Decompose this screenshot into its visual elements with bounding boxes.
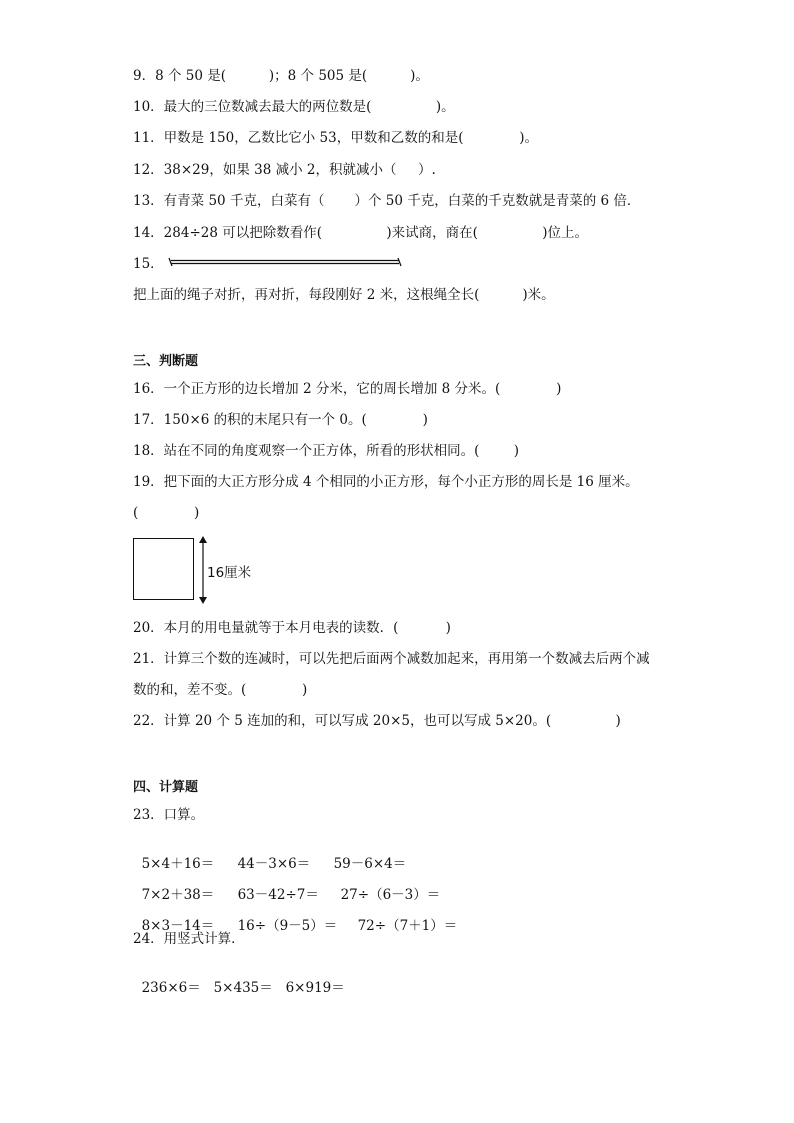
question-23: 23．口算。 xyxy=(133,807,205,823)
calc-row-3 xyxy=(133,899,458,934)
calc-item: 6×919＝ xyxy=(285,980,345,996)
calc-item: 63－42÷7＝ xyxy=(237,887,319,903)
question-14: 14．284÷28 可以把除数看作( )来试商，商在( )位上。 xyxy=(133,225,589,241)
calc-item: 44－3×6＝ xyxy=(237,856,311,872)
question-13: 13．有青菜 50 千克，白菜有（ ）个 50 千克，白菜的千克数就是青菜的 6 倍． xyxy=(133,193,641,209)
calc-item: 16÷（9－5）＝ xyxy=(237,918,338,934)
question-12: 12．38×29，如果 38 减小 2，积就减小（ ）. xyxy=(133,162,436,178)
question-9: 9．8 个 50 是( )；8 个 505 是( )。 xyxy=(133,68,429,84)
calc-item: 8×3－14＝ xyxy=(141,918,215,934)
question-15-text: 把上面的绳子对折，再对折，每段刚好 2 米，这根绳全长( )米。 xyxy=(133,287,555,303)
calc-row-4 xyxy=(133,961,345,996)
question-17: 17．150×6 的积的末尾只有一个 0。( ) xyxy=(133,412,428,428)
question-11: 11．甲数是 150，乙数比它小 53，甲数和乙数的和是( )。 xyxy=(133,130,539,146)
calc-item: 7×2＋38＝ xyxy=(141,887,215,903)
calc-item: 27÷（6－3）＝ xyxy=(340,887,441,903)
calc-item: 59－6×4＝ xyxy=(333,856,407,872)
calc-item: 5×4＋16＝ xyxy=(141,856,215,872)
section-4-title: 四、计算题 xyxy=(133,780,199,795)
question-10: 10．最大的三位数减去最大的两位数是( )。 xyxy=(133,99,455,115)
question-18: 18．站在不同的角度观察一个正方体，所看的形状相同。( ) xyxy=(133,443,520,459)
calc-item: 72÷（7＋1）＝ xyxy=(357,918,458,934)
question-16: 16．一个正方形的边长增加 2 分米，它的周长增加 8 分米。( ) xyxy=(133,381,562,397)
question-19-blank: ( ) xyxy=(133,505,200,521)
question-24: 24．用竖式计算． xyxy=(133,931,245,947)
question-20: 20．本月的用电量就等于本月电表的读数．( ) xyxy=(133,620,451,636)
large-square-figure xyxy=(133,538,194,600)
question-22: 22．计算 20 个 5 连加的和，可以写成 20×5，也可以写成 5×20。( ) xyxy=(133,713,621,729)
question-15-number: 15． xyxy=(133,256,164,272)
calc-item: 236×6＝ xyxy=(141,980,201,996)
question-19: 19．把下面的大正方形分成 4 个相同的小正方形，每个小正方形的周长是 16 厘米。 xyxy=(133,474,639,490)
question-21-line1: 21．计算三个数的连减时，可以先把后面两个减数加起来，再用第一个数减去后两个减 xyxy=(133,651,650,667)
calc-item: 5×435＝ xyxy=(213,980,273,996)
calc-row-1 xyxy=(133,837,407,872)
section-3-title: 三、判断题 xyxy=(133,354,199,369)
question-21-line2: 数的和，差不变。( ) xyxy=(133,682,308,698)
calc-row-2 xyxy=(133,868,441,903)
square-side-label: 16厘米 xyxy=(207,565,252,581)
rope-figure xyxy=(168,257,402,267)
